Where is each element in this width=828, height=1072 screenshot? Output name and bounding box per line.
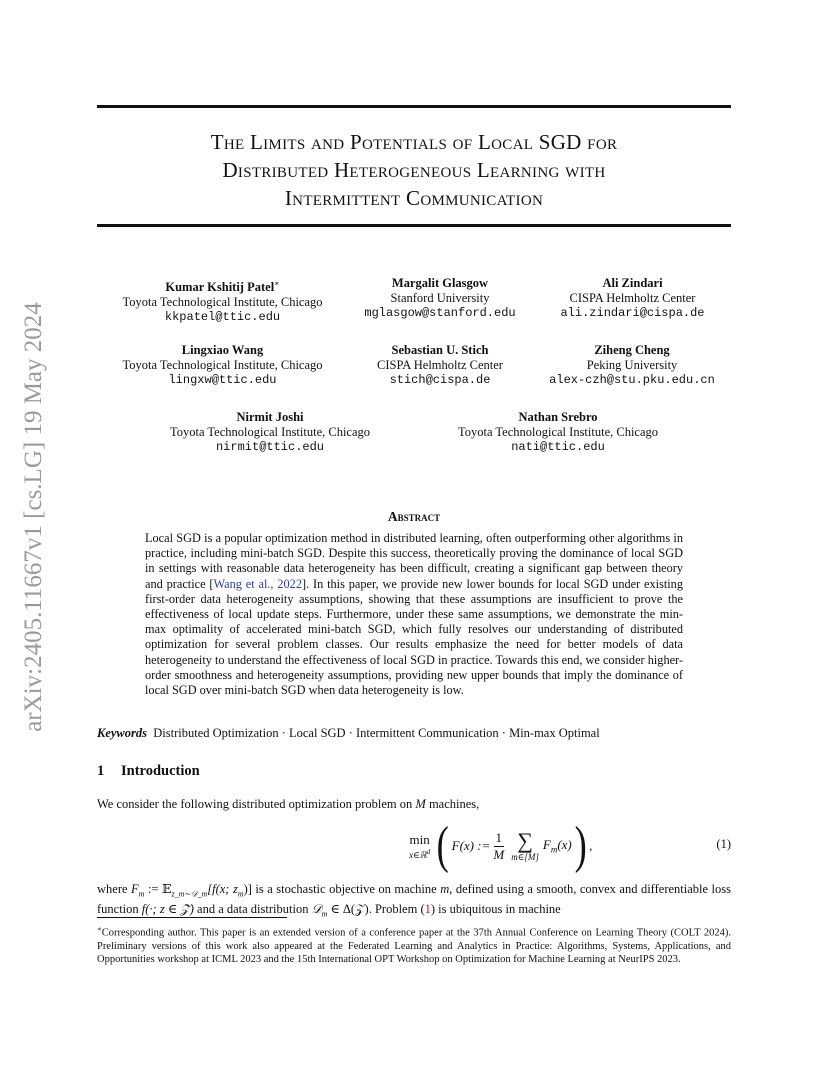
abstract-part-1: Local SGD is a popular optimization method in distributed learning, often outperforming other algorithms in practice, including mini-batch SGD. Despite this success, theoretically proving the dominance of local SGD in settings with reasonable data heterogeneity has been difficult, creating a significant gap between theory and practice [	[145, 531, 683, 591]
intro-paragraph-1: We consider the following distributed optimization problem on M machines,	[97, 797, 480, 811]
arxiv-identifier: arXiv:2405.11667v1 [cs.LG] 19 May 2024	[20, 302, 47, 732]
intro-paragraph-2: where $F_m$ := 𝔼$_{z\_m\sim 𝒟\_m}$[f(x; $z_m$)] is a stochastic objective on machine m, defined using a smooth, convex and differentiable loss function f(·; z ∈ 𝒵) and a data distribution 𝒟$_m$ ∈ Δ(𝒵). Problem (1) is ubiquitous in machine	[97, 882, 731, 919]
citation-link[interactable]: Wang et al., 2022	[213, 576, 302, 591]
footnote	[97, 923, 731, 966]
footnote-text: Corresponding author. This paper is an extended version of a conference paper at the 37th Annual Conference on Learning Theory (COLT 2024). Preliminary versions of this work also appeared at the Federated Learning and Analytics in Practice: Algorithms, Systems, Applications, and Opportunities workshop at ICML 2023 and the 15th International OPT Workshop on Optimization for Machine Learning at NeurIPS 2023.	[97, 927, 731, 965]
author-name: Nirmit Joshi	[236, 410, 304, 424]
section-heading	[97, 763, 200, 780]
author-affiliation: Stanford University	[390, 291, 490, 305]
title-line-2: Distributed Heterogeneous Learning with	[222, 158, 606, 182]
author-affiliation: Toyota Technological Institute, Chicago	[169, 425, 371, 439]
abstract-text	[145, 531, 683, 698]
equation-fraction: $\frac{1}{M}$	[493, 829, 505, 862]
author-block	[110, 343, 335, 388]
equation-reference-link[interactable]: 1	[424, 902, 431, 916]
footnote-rule	[97, 917, 287, 918]
author-affiliation: CISPA Helmholtz Center	[377, 358, 503, 372]
author-affiliation: Toyota Technological Institute, Chicago	[457, 425, 659, 439]
abstract-heading: Abstract	[387, 509, 441, 524]
author-email[interactable]: alex-czh@stu.pku.edu.cn	[549, 373, 715, 387]
author-name: Sebastian U. Stich	[391, 343, 489, 357]
footnote-mark: ∗	[97, 925, 102, 933]
right-paren: )	[574, 817, 587, 874]
author-email[interactable]: ali.zindari@cispa.de	[560, 306, 705, 320]
section-title: Introduction	[121, 763, 200, 779]
equation-sum: ∑ m∈[M]	[511, 827, 539, 862]
author-name: Kumar Kshitij Patel	[165, 280, 275, 295]
author-affiliation: CISPA Helmholtz Center	[569, 291, 696, 305]
equation-body: min x∈ℝ$^d$ ( F(x) := $\frac{1}{M}$ ∑ m∈[M] $F_m(x)$ ) ,	[409, 817, 593, 874]
author-name: Ziheng Cheng	[594, 343, 670, 357]
author-email[interactable]: nirmit@ttic.edu	[215, 440, 325, 454]
left-paren: (	[436, 817, 450, 874]
author-affiliation: Toyota Technological Institute, Chicago	[122, 358, 323, 372]
author-email[interactable]: kkpatel@ttic.edu	[164, 310, 281, 325]
author-email[interactable]: mglasgow@stanford.edu	[364, 306, 516, 320]
title-line-3: Intermittent Communication	[284, 186, 544, 210]
author-block	[110, 276, 335, 325]
equation-min: min x∈ℝ$^d$	[409, 831, 431, 860]
arxiv-sidebar	[8, 272, 60, 762]
author-block	[522, 343, 742, 388]
equation-1	[97, 815, 731, 877]
equation-number: (1)	[716, 837, 731, 851]
equation-term: $F_m(x)$	[542, 837, 572, 855]
equation-lhs: F(x) :=	[451, 838, 491, 853]
author-block	[443, 410, 673, 455]
author-block	[340, 276, 540, 321]
author-affiliation: Toyota Technological Institute, Chicago	[122, 295, 323, 310]
author-email[interactable]: stich@cispa.de	[389, 373, 491, 387]
author-email[interactable]: nati@ttic.edu	[511, 440, 605, 454]
author-block	[540, 276, 725, 321]
section-number: 1	[97, 763, 105, 779]
author-name: Lingxiao Wang	[181, 343, 264, 357]
keywords-label: Keywords	[97, 726, 147, 740]
paper-title	[97, 128, 731, 212]
author-name: Ali Zindari	[602, 276, 663, 290]
author-name: Nathan Srebro	[518, 410, 598, 424]
keywords-list: Distributed Optimization · Local SGD · Intermittent Communication · Min-max Optimal	[153, 726, 600, 740]
keywords-line	[97, 726, 731, 741]
title-bottom-rule	[97, 224, 731, 227]
author-name: Margalit Glasgow	[391, 276, 489, 290]
author-affiliation: Peking University	[586, 358, 678, 372]
author-block	[340, 343, 540, 388]
author-email[interactable]: lingxw@ttic.edu	[168, 373, 277, 387]
author-block	[155, 410, 385, 455]
title-top-rule	[97, 105, 731, 108]
abstract-part-2: ]. In this paper, we provide new lower bounds for local SGD under existing first-order data heterogeneity assumptions, showing that these assumptions are insufficient to prove the effectiveness of local update steps. Furthermore, under these same assumptions, we demonstrate the min-max optimality of accelerated mini-batch SGD, which fully resolves our understanding of distributed optimization for several problem classes. Our results emphasize the need for better models of data heterogeneity to understand the effectiveness of local SGD in practice. Towards this end, we consider higher-order smoothness and heterogeneity assumptions, providing new upper bounds that imply the dominance of local SGD over mini-batch SGD when data heterogeneity is low.	[145, 576, 683, 698]
corresponding-mark: ∗	[274, 279, 280, 288]
title-line-1: The Limits and Potentials of Local SGD for	[210, 130, 618, 154]
